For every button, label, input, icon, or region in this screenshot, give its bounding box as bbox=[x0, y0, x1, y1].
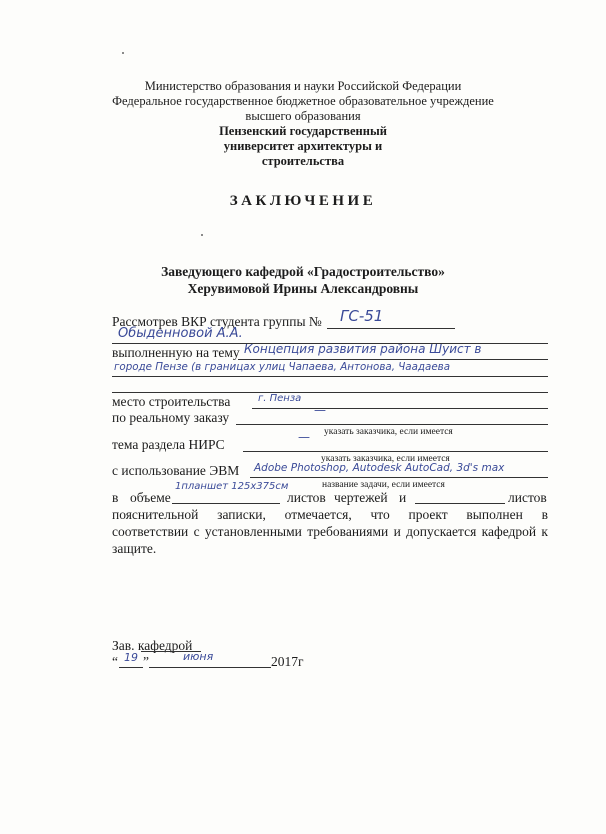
date-month: июня bbox=[183, 650, 214, 663]
group-value: ГС-51 bbox=[340, 307, 384, 325]
education-level-line: высшего образования bbox=[245, 109, 361, 123]
volume-word-i: и bbox=[399, 490, 407, 505]
author-name: Херувимовой Ирины Александровны bbox=[187, 281, 419, 296]
volume-value: 1планшет 125х375см bbox=[175, 481, 289, 492]
volume-notes-underline bbox=[415, 503, 505, 504]
order-underline bbox=[236, 424, 548, 425]
scan-speck bbox=[201, 234, 203, 236]
group-underline bbox=[327, 328, 455, 329]
volume-word-listov: листов bbox=[287, 490, 326, 505]
author-position: Заведующего кафедрой «Градостроительство» bbox=[161, 264, 445, 279]
topic-value-1: Концепция развития района Шуист в bbox=[244, 342, 482, 356]
volume-word-chertezhey: чертежей bbox=[334, 490, 388, 505]
paragraph-line-4: защите. bbox=[112, 541, 157, 556]
evm-note: название задачи, если имеется bbox=[322, 480, 445, 490]
topic-value-2: городе Пензе (в границах улиц Чапаева, Антонова, Чаадаева bbox=[114, 361, 451, 373]
date-open-quote: “ bbox=[112, 654, 118, 669]
date-month-underline bbox=[149, 667, 271, 668]
date-year: 2017г bbox=[271, 654, 304, 669]
institution-type-line: Федеральное государственное бюджетное образовательное учреждение bbox=[112, 94, 494, 108]
nirs-note: указать заказчика, если имеется bbox=[321, 454, 450, 464]
ministry-line: Министерство образования и науки Российской Федерации bbox=[144, 79, 462, 93]
head-of-department-label: Зав. кафедрой bbox=[112, 638, 193, 653]
place-underline bbox=[252, 408, 548, 409]
group-label: Рассмотрев ВКР студента группы № bbox=[112, 314, 322, 329]
university-name-line-1: Пензенский государственный bbox=[219, 124, 387, 138]
student-value: Обыденновой А.А. bbox=[118, 326, 243, 341]
university-name-line-2: университет архитектуры и bbox=[223, 139, 383, 153]
volume-word-listov-2: листов bbox=[508, 490, 547, 505]
topic-underline-2 bbox=[112, 376, 548, 377]
order-value: — bbox=[314, 403, 326, 417]
evm-label: с использование ЭВМ bbox=[112, 463, 240, 478]
topic-underline-3 bbox=[112, 392, 548, 393]
place-value: г. Пенза bbox=[258, 393, 302, 404]
scan-speck bbox=[122, 52, 124, 54]
date-day: 19 bbox=[124, 651, 138, 664]
date-close-quote: ” bbox=[143, 654, 149, 669]
evm-value: Adobe Photoshop, Autodesk AutoCad, 3d's max bbox=[254, 462, 505, 474]
volume-drawings-underline bbox=[172, 503, 280, 504]
university-name-line-3: строительства bbox=[261, 154, 345, 168]
evm-underline bbox=[250, 477, 548, 478]
order-note: указать заказчика, если имеется bbox=[324, 427, 453, 437]
nirs-underline bbox=[243, 451, 548, 452]
volume-word-v: в bbox=[112, 490, 119, 505]
topic-label: выполненную на тему bbox=[112, 345, 240, 360]
order-label: по реальному заказу bbox=[112, 410, 230, 425]
volume-word-obeme: объеме bbox=[130, 490, 171, 505]
nirs-label: тема раздела НИРС bbox=[112, 437, 225, 452]
paragraph-line-3: соответствии с установленными требованиями и допускается кафедрой к bbox=[112, 524, 548, 539]
place-label: место строительства bbox=[112, 394, 231, 409]
date-day-underline bbox=[119, 667, 143, 668]
nirs-value: — bbox=[298, 430, 310, 444]
paragraph-line-2: пояснительной записки, отмечается, что проект выполнен в bbox=[112, 507, 548, 522]
document-title: ЗАКЛЮЧЕНИЕ bbox=[229, 193, 377, 209]
